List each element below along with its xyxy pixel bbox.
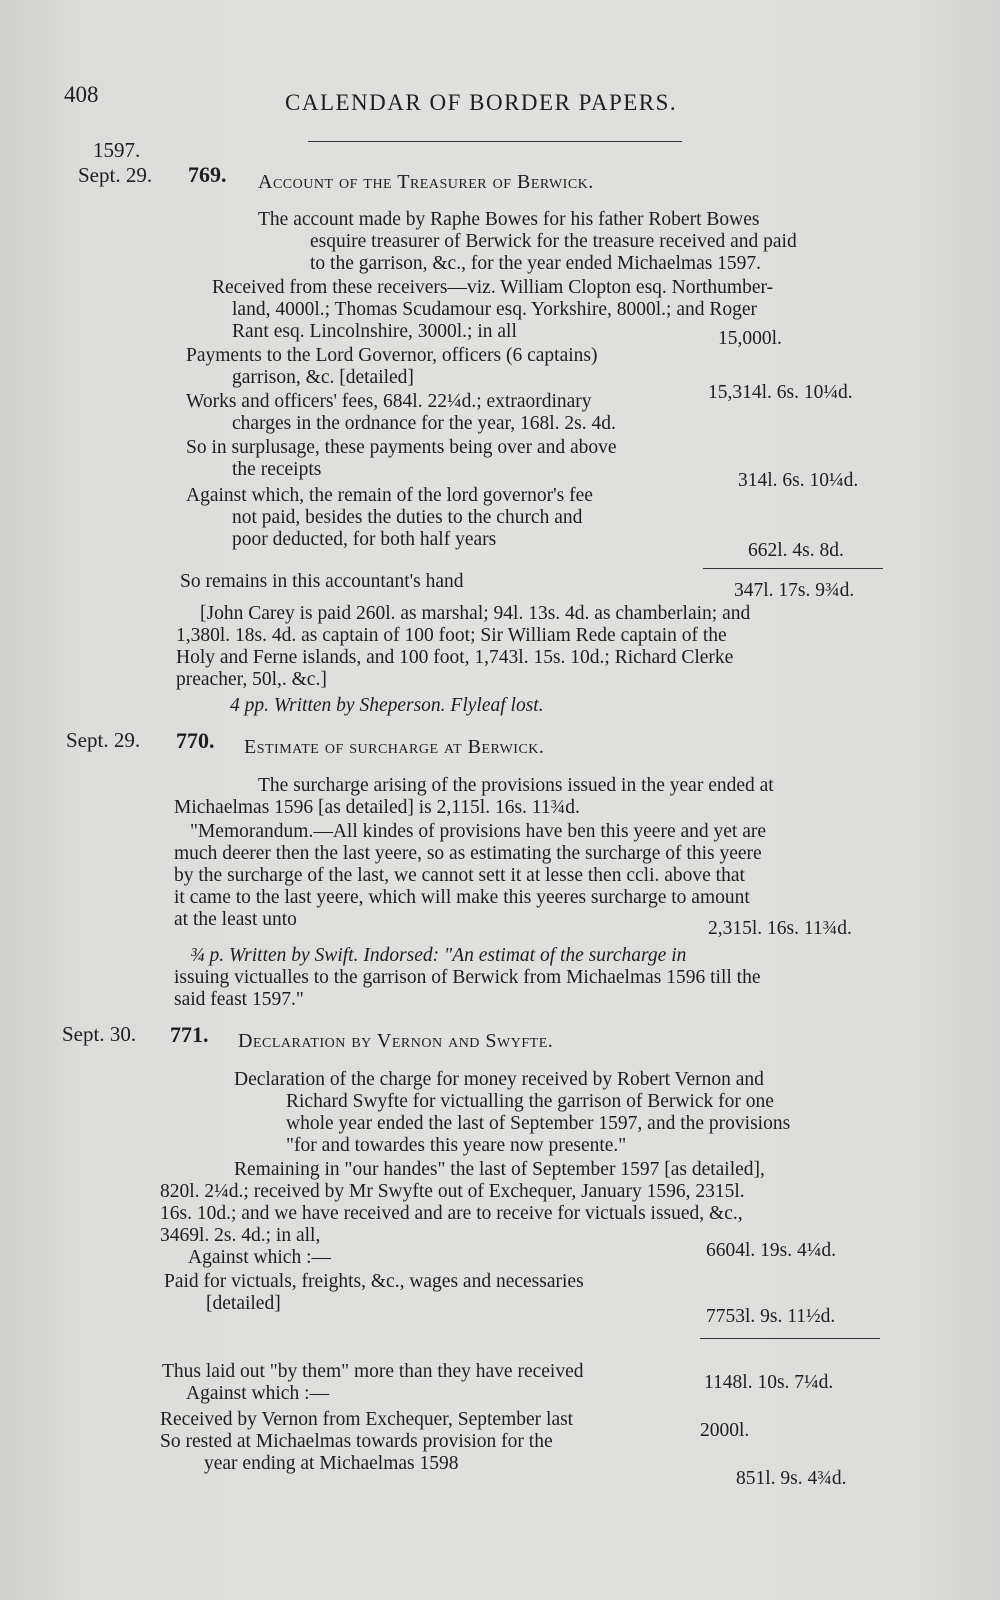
header-rule [308,141,682,142]
text-line: Against which :— [188,1247,331,1268]
amount: 15,314l. 6s. 10¼d. [708,382,853,403]
entry-number: 769. [188,162,227,187]
text-line: Rant esq. Lincolnshire, 3000l.; in all [232,321,517,342]
text-line: The surcharge arising of the provisions issued in the year ended at [258,775,774,796]
amount: 2,315l. 16s. 11¾d. [708,918,852,939]
text-line: it came to the last yeere, which will make this yeeres surcharge to amount [174,887,750,908]
text-line: Michaelmas 1596 [as detailed] is 2,115l. 16s. 11¾d. [174,797,580,818]
text-line: the receipts [232,459,322,480]
amount: 2000l. [700,1420,750,1441]
text-line: Against which :— [186,1383,329,1404]
text-line: Declaration of the charge for money received by Robert Vernon and [234,1069,764,1090]
text-line: Against which, the remain of the lord governor's fee [186,485,593,506]
text-line: by the surcharge of the last, we cannot sett it at lesse then ccli. above that [174,865,745,886]
text-line: esquire treasurer of Berwick for the treasure received and paid [310,231,797,252]
text-line: [John Carey is paid 260l. as marshal; 94l. 13s. 4d. as chamberlain; and [200,603,751,624]
text-line: Received from these receivers—viz. William Clopton esq. Northumber- [212,277,774,298]
running-title: CALENDAR OF BORDER PAPERS. [285,90,678,115]
text-line: The account made by Raphe Bowes for his father Robert Bowes [258,209,760,230]
text-line: Paid for victuals, freights, &c., wages and necessaries [164,1271,584,1292]
text-line: Payments to the Lord Governor, officers (6 captains) [186,345,598,366]
amount: 7753l. 9s. 11½d. [706,1306,836,1327]
amount: 314l. 6s. 10¼d. [738,470,859,491]
entry-title: Declaration by Vernon and Swyfte. [238,1030,554,1052]
amount: 662l. 4s. 8d. [748,540,844,561]
text-line: ¾ p. Written by Swift. Indorsed: "An estimat of the surcharge in [190,945,687,966]
page-number: 408 [64,82,99,107]
amount: 347l. 17s. 9¾d. [734,580,855,601]
text-line: Holy and Ferne islands, and 100 foot, 1,743l. 15s. 10d.; Richard Clerke [176,647,734,668]
text-line: 820l. 2¼d.; received by Mr Swyfte out of Exchequer, January 1596, 2315l. [160,1181,745,1202]
entry-number: 770. [176,728,215,753]
text-line: whole year ended the last of September 1597, and the provisions [286,1113,791,1134]
text-line: 1,380l. 18s. 4d. as captain of 100 foot; Sir William Rede captain of the [176,625,727,646]
text-line: much deerer then the last yeere, so as estimating the surcharge of this yeere [174,843,762,864]
text-line: charges in the ordnance for the year, 168l. 2s. 4d. [232,413,616,434]
text-line: poor deducted, for both half years [232,529,497,550]
text-line: 4 pp. Written by Sheperson. Flyleaf lost. [230,695,544,716]
text-line: "Memorandum.—All kindes of provisions have ben this yeere and yet are [190,821,767,842]
amount: 1148l. 10s. 7¼d. [704,1372,834,1393]
text-line: to the garrison, &c., for the year ended Michaelmas 1597. [310,253,762,274]
entry-title: Estimate of surcharge at Berwick. [244,736,545,758]
sum-rule [703,568,883,569]
text-line: land, 4000l.; Thomas Scudamour esq. Yorkshire, 8000l.; and Roger [232,299,758,320]
text-line: So rested at Michaelmas towards provision for the [160,1431,553,1452]
year-label: 1597. [93,138,141,162]
entry-title: Account of the Treasurer of Berwick. [258,171,594,193]
text-line: preacher, 50l,. &c.] [176,669,327,690]
entry-date: Sept. 29. [66,728,141,752]
text-line: Works and officers' fees, 684l. 22¼d.; extraordinary [186,391,592,412]
text-line: [detailed] [206,1293,281,1314]
entry-date: Sept. 30. [62,1022,137,1046]
text-line: garrison, &c. [detailed] [232,367,414,388]
amount: 851l. 9s. 4¾d. [736,1468,847,1489]
text-line: said feast 1597." [174,989,304,1010]
text-line: 3469l. 2s. 4d.; in all, [160,1225,321,1246]
text-line: So in surplusage, these payments being over and above [186,437,617,458]
text-line: Richard Swyfte for victualling the garrison of Berwick for one [286,1091,774,1112]
entry-number: 771. [170,1022,209,1047]
sum-rule [700,1338,880,1339]
text-line: Thus laid out "by them" more than they have received [162,1361,584,1382]
entry-date: Sept. 29. [78,163,153,187]
text-line: 16s. 10d.; and we have received and are to receive for victuals issued, &c., [160,1203,743,1224]
text-line: So remains in this accountant's hand [180,571,464,592]
amount: 15,000l. [718,328,782,349]
amount: 6604l. 19s. 4¼d. [706,1240,837,1261]
text-line: Remaining in "our handes" the last of September 1597 [as detailed], [234,1159,765,1180]
text-line: at the least unto [174,909,297,930]
text-line: issuing victualles to the garrison of Berwick from Michaelmas 1596 till the [174,967,761,988]
text-line: Received by Vernon from Exchequer, September last [160,1409,574,1430]
text-line: year ending at Michaelmas 1598 [204,1453,459,1474]
text-line: not paid, besides the duties to the church and [232,507,583,528]
text-line: "for and towardes this yeare now presente." [286,1135,627,1156]
